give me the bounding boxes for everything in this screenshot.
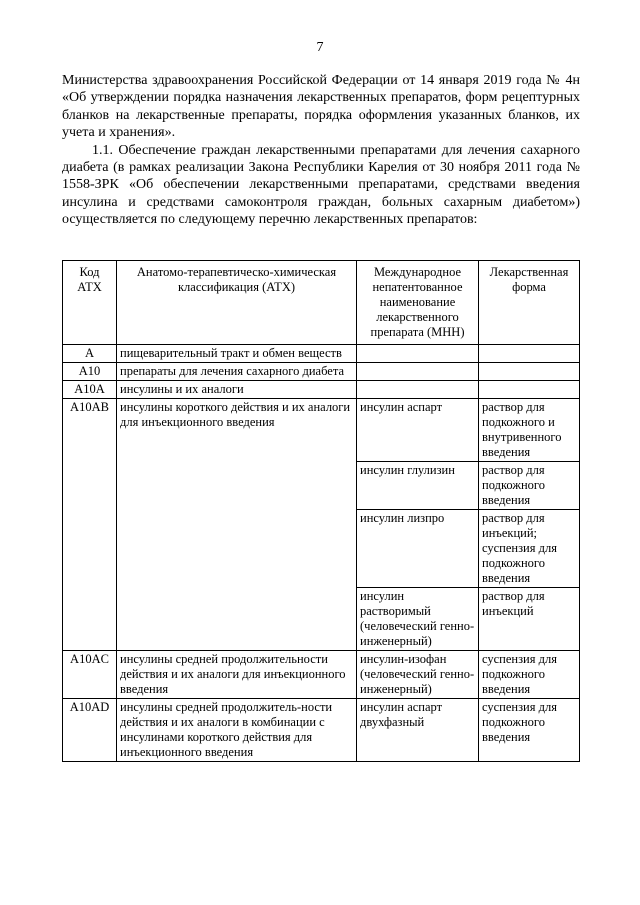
drug-list-table — [62, 260, 580, 762]
row-form: раствор для инъекций; суспензия для подкожного введения — [479, 510, 580, 588]
table-row — [63, 363, 580, 381]
intro-text — [62, 72, 580, 229]
row-form: суспензия для подкожного введения — [479, 651, 580, 699]
row-mnn: инсулин аспарт двухфазный — [357, 699, 479, 762]
row-classification: инсулины и их аналоги — [117, 381, 357, 399]
table-row — [63, 345, 580, 363]
row-mnn: инсулин лизпро — [357, 510, 479, 588]
table-row — [63, 399, 580, 462]
row-form — [479, 363, 580, 381]
row-code: A10 — [63, 363, 117, 381]
row-mnn — [357, 381, 479, 399]
row-mnn: инсулин-изофан (человеческий генно-инженерный) — [357, 651, 479, 699]
table-row — [63, 651, 580, 699]
row-mnn — [357, 363, 479, 381]
intro-paragraph-1: Министерства здравоохранения Российской Федерации от 14 января 2019 года № 4н «Об утверждении порядка назначения лекарственных препаратов, форм рецептурных бланков на лекарственные препараты, порядка оформления указанных бланков, их учета и хранения». — [62, 73, 580, 141]
row-mnn: инсулин глулизин — [357, 462, 479, 510]
intro-paragraph-2: 1.1. Обеспечение граждан лекарственными препаратами для лечения сахарного диабета (в рамках реализации Закона Республики Карелия от 30 ноября 2011 года № 1558-ЗРК «Об обеспечении лекарственными препаратами, средствами введения инсулина и средствами самоконтроля граждан, больных сахарным диабетом») осуществляется по следующему перечню лекарственных препаратов: — [62, 142, 580, 228]
row-form: раствор для подкожного и внутривенного введения — [479, 399, 580, 462]
row-form — [479, 345, 580, 363]
header-code: Код АТХ — [63, 261, 117, 345]
row-classification: инсулины короткого действия и их аналоги для инъекционного введения — [117, 399, 357, 651]
row-mnn — [357, 345, 479, 363]
row-code: A — [63, 345, 117, 363]
row-code: A10AB — [63, 399, 117, 651]
row-code: A10AC — [63, 651, 117, 699]
row-mnn: инсулин аспарт — [357, 399, 479, 462]
row-form: суспензия для подкожного введения — [479, 699, 580, 762]
table-row — [63, 699, 580, 762]
table-row — [63, 381, 580, 399]
row-form: раствор для подкожного введения — [479, 462, 580, 510]
row-classification: инсулины средней продолжитель-ности действия и их аналоги в комбинации с инсулинами короткого действия для инъекционного введения — [117, 699, 357, 762]
header-classification: Анатомо-терапевтическо-химическая классификация (АТХ) — [117, 261, 357, 345]
page-number: 7 — [316, 40, 324, 55]
row-classification: инсулины средней продолжительности действия и их аналоги для инъекционного введения — [117, 651, 357, 699]
row-classification: препараты для лечения сахарного диабета — [117, 363, 357, 381]
row-form — [479, 381, 580, 399]
header-mnn: Международное непатентованное наименование лекарственного препарата (МНН) — [357, 261, 479, 345]
row-form: раствор для инъекций — [479, 588, 580, 651]
header-form: Лекарственная форма — [479, 261, 580, 345]
table-header-row — [63, 261, 580, 345]
row-classification: пищеварительный тракт и обмен веществ — [117, 345, 357, 363]
row-code: A10AD — [63, 699, 117, 762]
row-code: A10A — [63, 381, 117, 399]
row-mnn: инсулин растворимый (человеческий генно-инженерный) — [357, 588, 479, 651]
